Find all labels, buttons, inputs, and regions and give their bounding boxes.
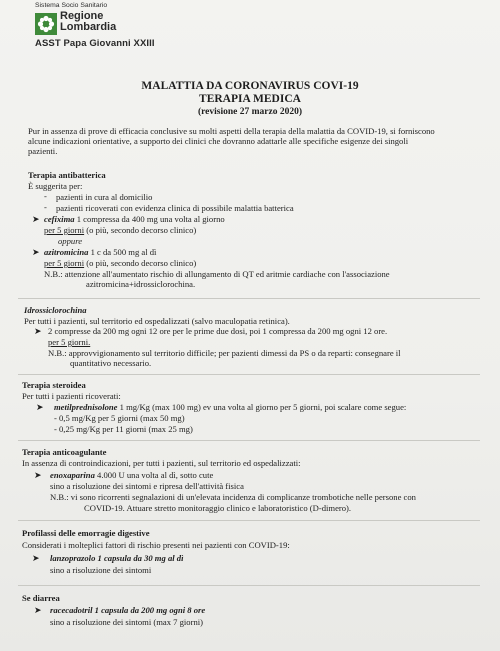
region-line-2: Lombardia — [60, 21, 117, 33]
hcq-note-2: quantitativo necessario. — [70, 358, 152, 368]
drug-metilprednisolone: metilprednisolone — [54, 402, 118, 412]
section-heading-diarrhea: Se diarrea — [22, 593, 60, 603]
steroid-step-2: - 0,25 mg/Kg per 11 giorni (max 25 mg) — [54, 424, 193, 434]
anticoag-line-1: In assenza di controindicazioni, per tutti i pazienti, sul territorio ed ospedalizzati: — [22, 458, 301, 468]
hcq-days: per 5 giorni. — [48, 337, 91, 347]
azitromicina-duration — [44, 258, 196, 268]
cefixima-dose: 1 compressa da 400 mg una volta al giorno — [74, 214, 225, 224]
system-label: Sistema Socio Sanitario — [35, 2, 108, 9]
section-heading-gastro: Profilassi delle emorragie digestive — [22, 528, 150, 538]
diarrhea-line-1: sino a risoluzione dei sintomi (max 7 giorni) — [50, 617, 203, 627]
cefixima-line — [44, 214, 225, 224]
arrow-bullet-icon: ➤ — [32, 553, 40, 563]
drug-racecadotril: racecadotril 1 capsula da 200 mg ogni 8 ore — [50, 605, 206, 615]
hcq-line-1: Per tutti i pazienti, sul territorio ed ospedalizzati (salvo maculopatia retinica). — [24, 316, 290, 326]
dash-bullet: - — [44, 202, 47, 212]
section-divider — [18, 585, 480, 586]
hcq-note-1: N.B.: approvvigionamento sul territorio difficile; per pazienti dimessi da PS o da reparti: consegnare il — [48, 348, 401, 358]
section-heading-steroid: Terapia steroidea — [22, 380, 86, 390]
antibacterial-suggested: È suggerita per: — [28, 181, 83, 191]
drug-lanzoprazolo: lanzoprazolo 1 capsula da 30 mg al dì — [50, 553, 184, 563]
arrow-bullet-icon: ➤ — [32, 247, 40, 257]
section-divider — [18, 374, 480, 375]
section-divider — [18, 440, 480, 441]
oppure-label: oppure — [58, 236, 83, 246]
arrow-bullet-icon: ➤ — [34, 605, 42, 615]
arrow-bullet-icon: ➤ — [32, 214, 40, 224]
drug-enoxaparina: enoxaparina — [50, 470, 95, 480]
gastro-line-2: sino a risoluzione dei sintomi — [50, 565, 152, 575]
section-heading-hcq: Idrossiclorochina — [24, 305, 87, 315]
metilprednisolone-dose: 1 mg/Kg (max 100 mg) ev una volta al giorno per 5 giorni, poi scalare come segue: — [117, 402, 407, 412]
anticoag-note-2: COVID-19. Attuare stretto monitoraggio clinico e laboratoristico (D-dimero). — [84, 503, 352, 513]
metilprednisolone-line — [54, 402, 406, 412]
arrow-bullet-icon: ➤ — [34, 470, 42, 480]
region-name — [60, 11, 116, 33]
cefixima-days-rest: (o più, secondo decorso clinico) — [84, 225, 197, 235]
anticoag-note-1: N.B.: vi sono ricorrenti segnalazioni di un'elevata incidenza di complicanze trombotiche nelle persone con — [50, 492, 416, 502]
arrow-bullet-icon: ➤ — [34, 326, 42, 336]
arrow-bullet-icon: ➤ — [36, 402, 44, 412]
intro-line-3: pazienti. — [28, 146, 58, 156]
drug-azitromicina: azitromicina — [44, 247, 89, 257]
intro-line-1: Pur in assenza di prove di efficacia conclusive su molti aspetti della terapia della malattia da COVID-19, si forniscono — [28, 126, 435, 136]
drug-cefixima: cefixima — [44, 214, 75, 224]
intro-line-2: alcune indicazioni orientative, a supporto dei clinici che dovranno adattarle alle specifiche esigenze dei singoli — [28, 136, 409, 146]
antibacterial-note-2: azitromicina+idrossiclorochina. — [86, 279, 196, 289]
anticoag-line-2: sino a risoluzione dei sintomi e ripresa dell'attività fisica — [50, 481, 244, 491]
section-heading-antibacterial: Terapia antibatterica — [28, 170, 106, 180]
asst-name: ASST Papa Giovanni XXIII — [35, 38, 155, 49]
azitromicina-days: per 5 giorni — [44, 258, 85, 268]
steroid-line-1: Per tutti i pazienti ricoverati: — [22, 391, 121, 401]
enoxaparina-dose: 4.000 U una volta al dì, sotto cute — [94, 470, 214, 480]
gastro-line-1: Considerati i molteplici fattori di rischio presenti nei pazienti con COVID-19: — [22, 540, 290, 550]
azitromicina-days-rest: (o più, secondo decorso clinico) — [84, 258, 197, 268]
antibacterial-bullet-1: pazienti in cura al domicilio — [56, 192, 153, 202]
antibacterial-bullet-2: pazienti ricoverati con evidenza clinica di possibile malattia batterica — [56, 203, 294, 213]
section-divider — [18, 298, 480, 299]
azitromicina-line — [44, 247, 156, 257]
dash-bullet: - — [44, 191, 47, 201]
doc-title: MALATTIA DA CORONAVIRUS COVI-19 — [141, 80, 359, 92]
steroid-step-1: - 0,5 mg/Kg per 5 giorni (max 50 mg) — [54, 413, 185, 423]
azitromicina-dose: 1 c da 500 mg al dì — [88, 247, 157, 257]
section-heading-anticoag: Terapia anticoagulante — [22, 447, 107, 457]
antibacterial-note-1: N.B.: attenzione all'aumentato rischio di allungamento di QT ed aritmie cardiache con l'associazione — [44, 269, 390, 279]
section-divider — [18, 520, 480, 521]
cefixima-duration — [44, 225, 196, 235]
enoxaparina-line — [50, 470, 213, 480]
region-line-1: Regione — [60, 10, 104, 22]
hcq-dose: 2 compresse da 200 mg ogni 12 ore per le prime due dosi, poi 1 compressa da 200 mg ogni 12 ore. — [48, 326, 388, 336]
cefixima-days: per 5 giorni — [44, 225, 85, 235]
doc-subtitle: TERAPIA MEDICA — [199, 93, 301, 105]
lombardia-rose-icon — [35, 13, 57, 35]
revision-date: (revisione 27 marzo 2020) — [197, 107, 303, 117]
